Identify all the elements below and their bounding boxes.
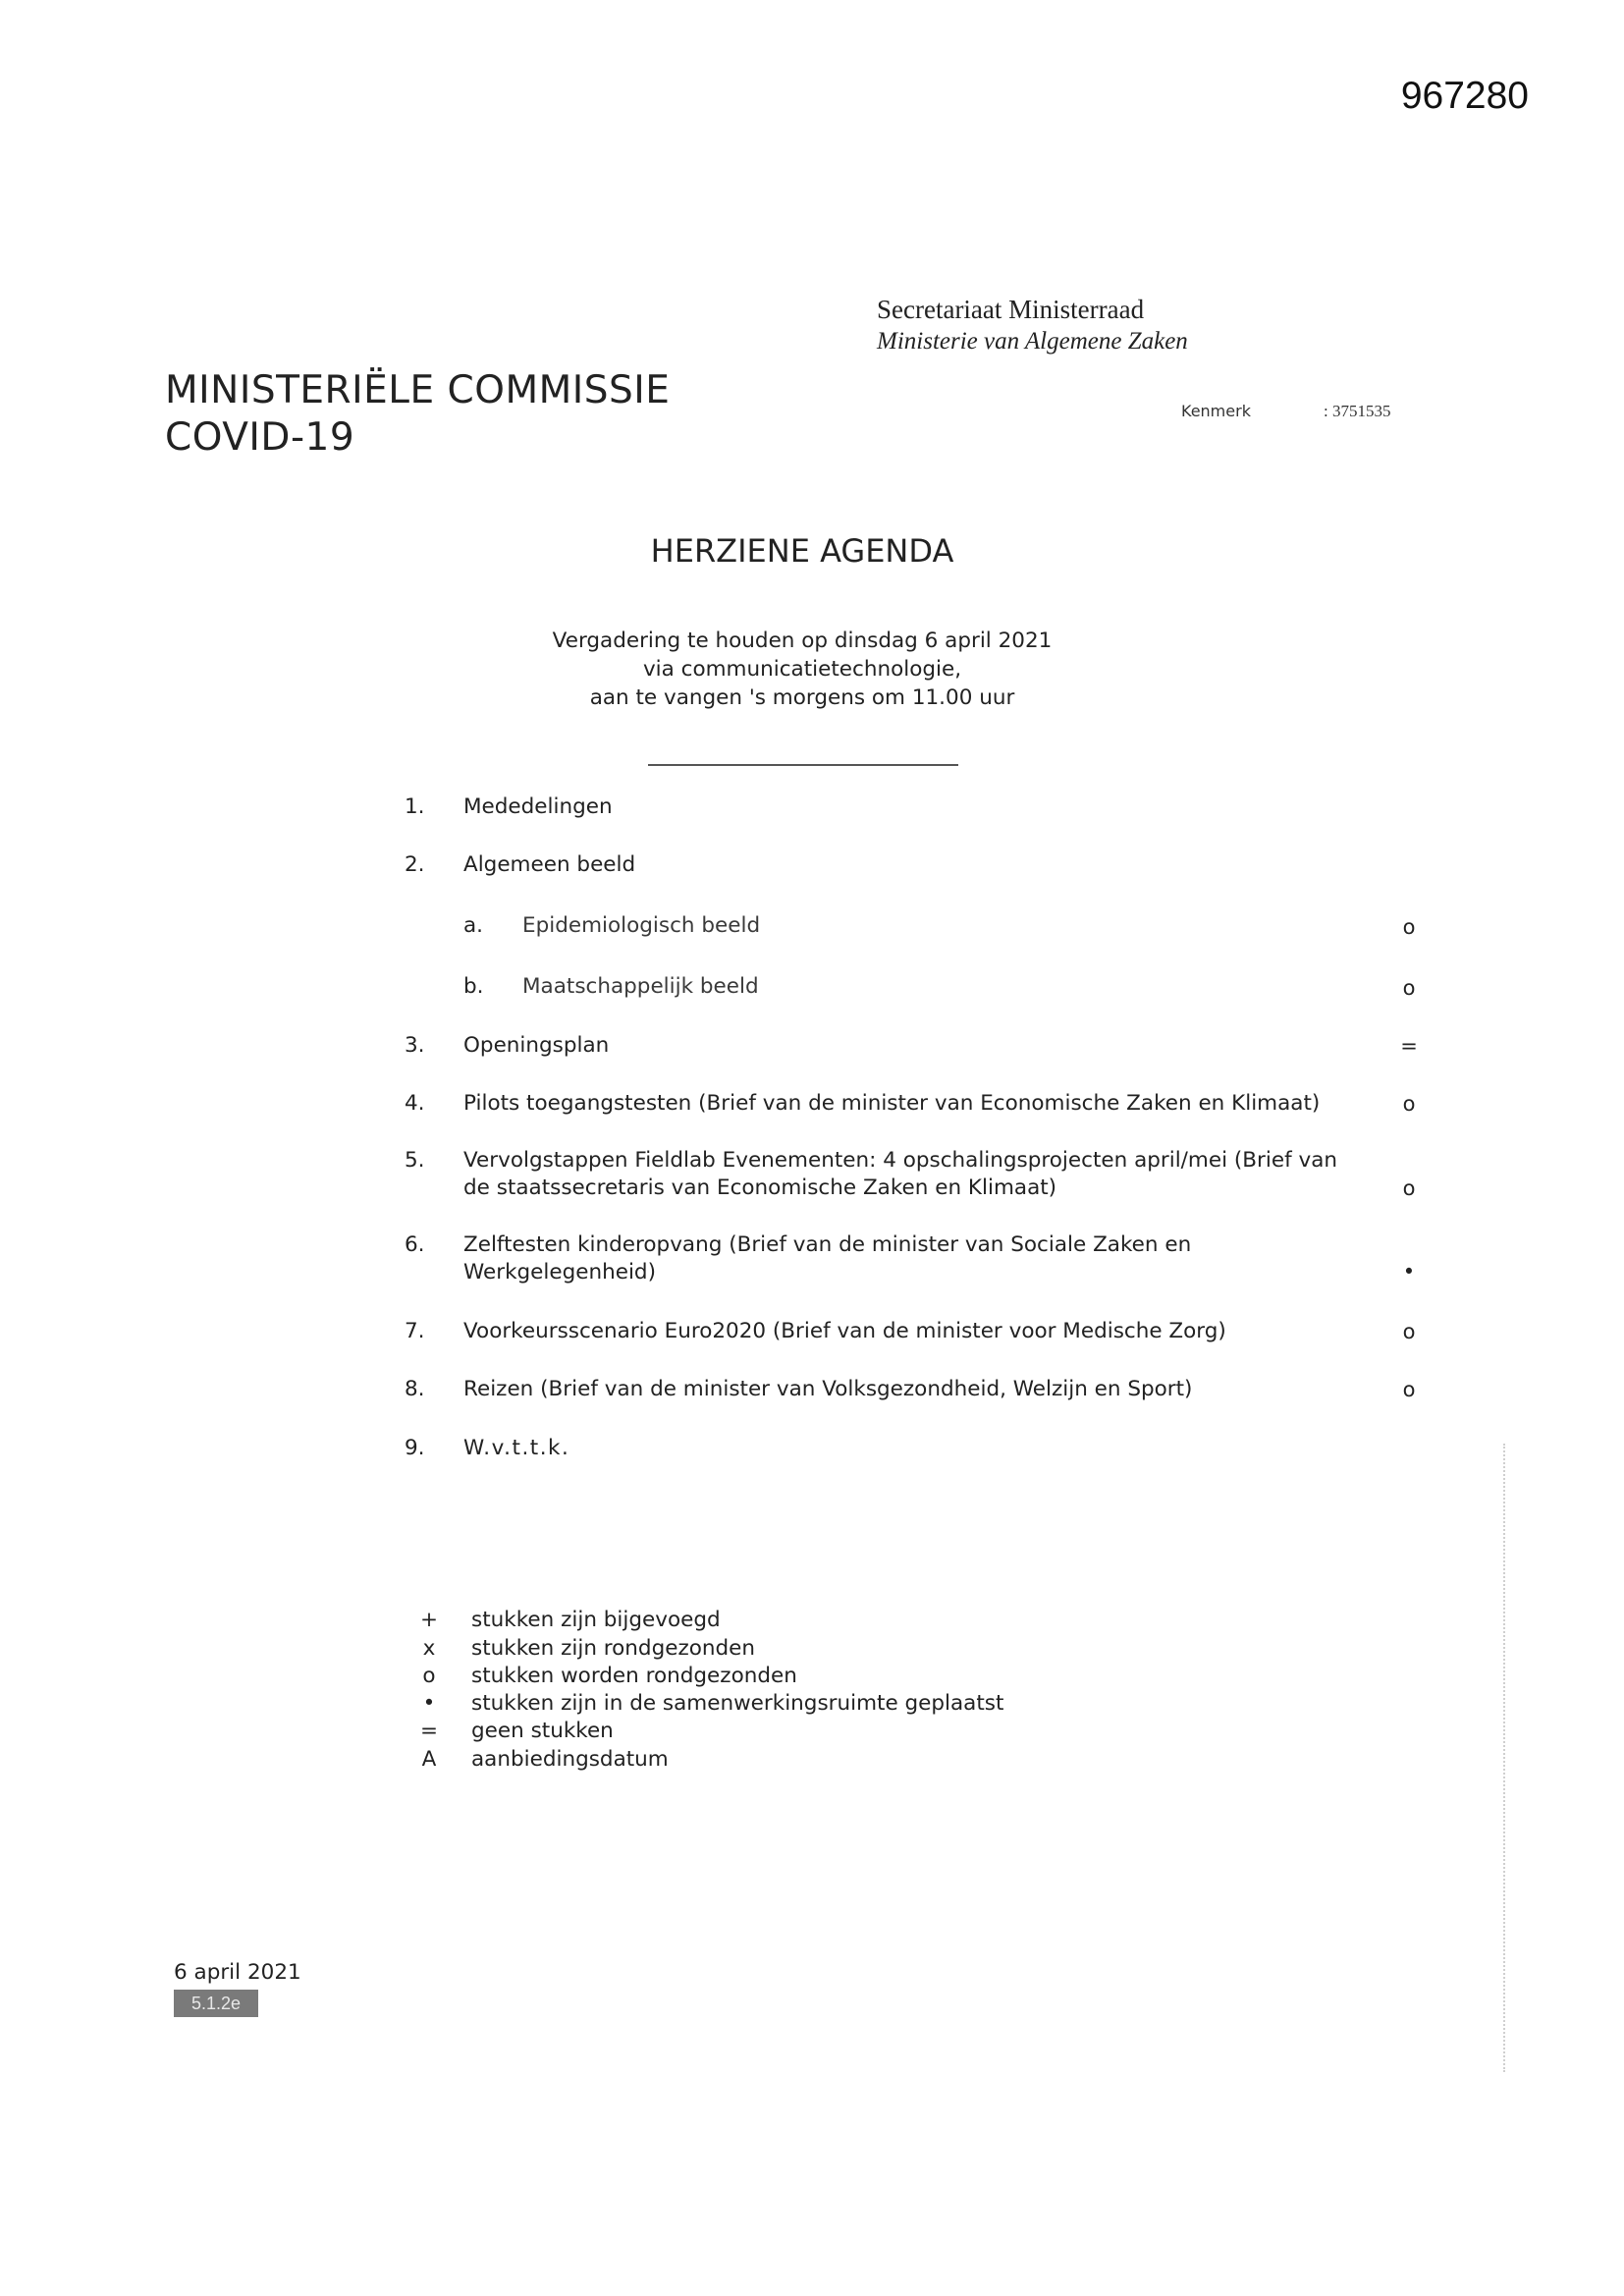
organization-name: Secretariaat Ministerraad (877, 295, 1145, 324)
meeting-date: Vergadering te houden op dinsdag 6 april 2021 (552, 629, 1053, 653)
agenda-item-number: 6. (405, 1232, 425, 1257)
legend-symbol: = (419, 1719, 438, 1743)
legend-label: stukken worden rondgezonden (471, 1664, 797, 1688)
meeting-info (0, 627, 1604, 712)
agenda-item-text: Openingsplan (463, 1033, 610, 1058)
ministry-name: Ministerie van Algemene Zaken (877, 328, 1188, 355)
legend-label: aanbiedingsdatum (471, 1747, 669, 1772)
agenda-item-number: b. (463, 974, 484, 999)
document-status-mark: = (1400, 1034, 1418, 1058)
reference-value: : 3751535 (1324, 402, 1391, 420)
document-status-mark: o (1402, 915, 1416, 939)
legend-symbol: + (419, 1608, 438, 1632)
document-number: 967280 (1400, 75, 1529, 117)
document-status-mark: o (1402, 976, 1416, 1000)
meeting-time: aan te vangen 's morgens om 11.00 uur (589, 685, 1015, 710)
document-status-mark: • (1402, 1260, 1416, 1284)
reference (1181, 402, 1391, 420)
reference-label: Kenmerk (1181, 402, 1251, 420)
page-title: HERZIENE AGENDA (650, 532, 954, 570)
agenda-item-number: 5. (405, 1148, 425, 1173)
footer-date: 6 april 2021 (174, 1960, 301, 1985)
agenda-item-text: Epidemiologisch beeld (522, 913, 761, 938)
agenda-item-number: 7. (405, 1319, 425, 1343)
document-status-mark: o (1402, 1176, 1416, 1200)
agenda-item-number: 2. (405, 852, 425, 877)
agenda-item-text: Voorkeursscenario Euro2020 (Brief van de minister voor Medische Zorg) (463, 1319, 1226, 1343)
agenda-item-text: Pilots toegangstesten (Brief van de minister van Economische Zaken en Klimaat) (463, 1091, 1321, 1116)
commission-title-line2: COVID-19 (165, 415, 355, 460)
legend-label: stukken zijn rondgezonden (471, 1636, 756, 1661)
document-status-mark: o (1402, 1092, 1416, 1116)
legend-label: geen stukken (471, 1719, 614, 1743)
legend-symbol: o (422, 1664, 436, 1688)
redaction-badge: 5.1.2e (174, 1990, 258, 2017)
meeting-medium: via communicatietechnologie, (642, 657, 962, 682)
agenda-item-text: Algemeen beeld (463, 852, 636, 877)
commission-title (165, 367, 670, 462)
legend-symbol: A (421, 1747, 437, 1772)
divider (648, 764, 958, 766)
agenda-item-number: 8. (405, 1377, 425, 1401)
legend-symbol: x (422, 1636, 436, 1661)
legend-symbol: • (422, 1691, 436, 1716)
scan-artifact-line (1503, 1444, 1505, 2072)
commission-title-line1: MINISTERIËLE COMMISSIE (165, 368, 671, 412)
agenda-item-number: 9. (405, 1436, 425, 1460)
agenda-item-text: W.v.t.t.k. (463, 1436, 570, 1460)
agenda-item-text: Maatschappelijk beeld (522, 974, 759, 999)
agenda-item-text: Vervolgstappen Fieldlab Evenementen: 4 opschalingsprojecten april/mei (Brief van de staatssecretaris van Economische Zaken en Klimaat) (463, 1148, 1338, 1200)
document-status-mark: o (1402, 1320, 1416, 1343)
legend-label: stukken zijn in de samenwerkingsruimte geplaatst (471, 1691, 1004, 1716)
organization-header (877, 293, 1188, 357)
agenda-item-text: Zelftesten kinderopvang (Brief van de minister van Sociale Zaken en Werkgelegenheid) (463, 1232, 1192, 1285)
agenda-item-number: a. (463, 913, 484, 938)
agenda-item-number: 4. (405, 1091, 425, 1116)
agenda-item-number: 3. (405, 1033, 425, 1058)
legend-label: stukken zijn bijgevoegd (471, 1608, 721, 1632)
agenda-item-text: Mededelingen (463, 794, 613, 819)
agenda-item-number: 1. (405, 794, 425, 819)
document-status-mark: o (1402, 1378, 1416, 1401)
agenda-item-text: Reizen (Brief van de minister van Volksgezondheid, Welzijn en Sport) (463, 1377, 1193, 1401)
